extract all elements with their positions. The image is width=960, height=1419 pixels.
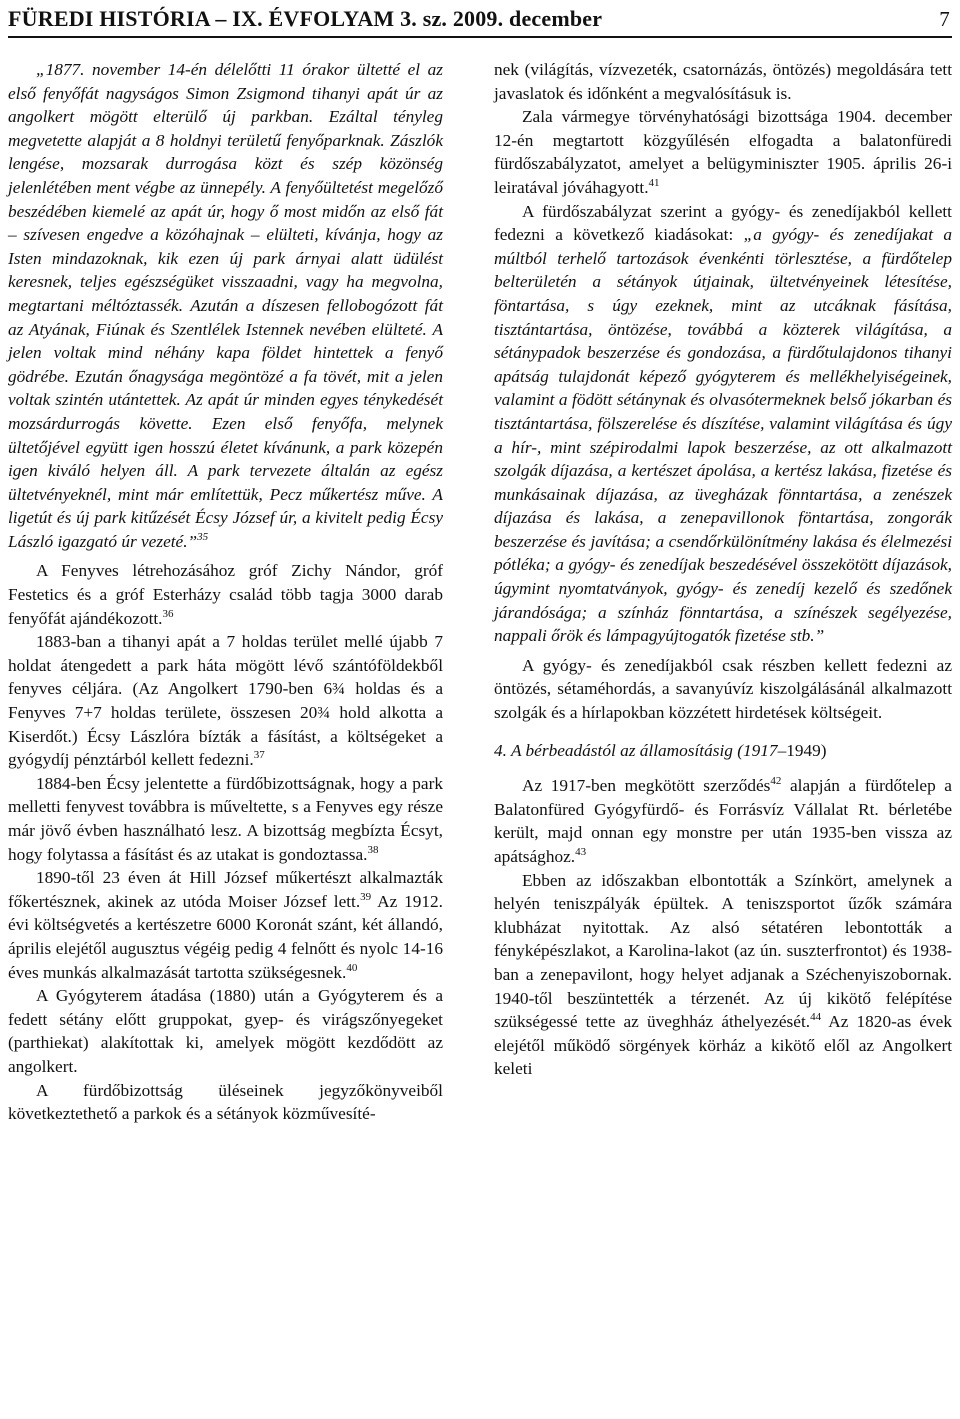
left-column <box>8 58 443 1126</box>
paragraph-text: Az 1820-as évek elejétől működő sörgények körház a kikötő elől az Angolkert keleti <box>494 1012 952 1079</box>
paragraph-text: A gyógy- és zenedíjakból csak részben kellett fedezni az öntözés, sétaméhordás, a savanyúvíz kiszolgálásánál alkalmazott szolgák és a hírlapokban közzétett hirdetések költségeit. <box>494 655 952 723</box>
section-heading: 4. A bérbeadástól az államosításig (1917–1949) <box>494 740 827 760</box>
footnote-ref: 39 <box>360 890 372 903</box>
paragraph-text: Zala vármegye törvényhatósági bizottsága 1904. december 12-én megtartott közgyűlésén elfogadta a balatonfüredi fürdőszabályzatot, amelyet a belügyminiszter 1905. április 26-i leiratával jóváhagyott. <box>494 107 952 197</box>
paragraph <box>494 654 952 725</box>
paragraph-text: alapján a fürdőtelep a Balatonfüred Gyógyfürdő- és Forrásvíz Vállalat Rt. bérletébe került, majd onnan egy monstre per után 1935-ben vissza az apátsághoz. <box>494 776 952 866</box>
paragraph-text: A fürdőbizottság üléseinek jegyzőkönyveiből következtethető a parkok és a sétányok közművesíté- <box>8 1080 443 1124</box>
paragraph-text: Ebben az időszakban elbontották a Színkört, amelynek a helyén teniszpályák épültek. A teniszsportot űzők számára klubházat nyitottak. Az alsó sétatéren lebontották a fényképészlakot, a Karolina-lakot (az ún. suszterfrontot) és 1938-ban a zenepavilont, hogy helyet adjanak a Széchenyiszobornak. 1940-től beszüntették a térzenét. Az új kikötő felépítése szükségessé tette az üveghház áthelyezését. <box>494 870 952 1032</box>
footnote-ref: 37 <box>253 749 265 762</box>
paragraph-text: 1883-ban a tihanyi apát a 7 holdas terület mellé újabb 7 holdat átengedett a park háta mögött lévő szántóföldekből fenyves céljára. (Az Angolkert 1790-ben 6¾ holdas és a Fenyves 7+7 holdas területe, összesen 20¾ hold alkotta a Kiserdőt.) Écsy Lászlóra bízták a fásítást, a költségeket a gyógydíj pénztárból kellett fedezni. <box>8 632 443 770</box>
paragraph <box>494 105 952 199</box>
footnote-ref: 40 <box>346 961 358 974</box>
paragraph-text: 1890-től 23 éven át Hill József műkertészt alkalmazták főkertésznek, akinek az utóda Moiser József lett. <box>8 868 443 911</box>
paragraph <box>494 869 952 1081</box>
paragraph-text: A Gyógyterem átadása (1880) után a Gyógyterem és a fedett sétány előtt gruppokat, gyep- és virágszőnyegeket (parthiekat) alakítottak ki, amelyek mögött kezdődött az angolkert. <box>8 986 443 1076</box>
footnote-ref: 41 <box>648 176 660 189</box>
footnote-ref: 43 <box>575 846 587 858</box>
quote-paragraph <box>8 58 443 553</box>
paragraph <box>8 984 443 1078</box>
quote-text: „a gyógy- és zenedíjakat a múltból terhelő tartozások évenkénti törlesztése, a fürdőtelep belterületén a sétányok útjainak, ültetvényeinek létesítése, föntartása, s úgy ezeknek, mint az utcáknak fásítása, tisztántartása, öntözése, továbbá a közterek világítása, a sétánypadok beszerzése és gondozása, a fürdőtulajdonos tihanyi apátság tulajdonát képező gyógyterem és mellékhelyiségeinek, valamint a födött sétánynak és olvasótermeknek belső jókarban és tisztántartása, fölszerelése és díszítése, valamint világítása és úgy a hír-, mint szépirodalmi lapok beszerzése, az ott alkalmazott szolgák díjazása, a kertészet ápolása, a kertész lakása, fizetése és munkásainak díjazása, az üvegházak fönntartása, a zenészek díjazása és lakása, a zenepavillonok föntartása, zongorák beszerzése és javítása; a csendőrkülönítmény lakása és élelmezési pótléka; a gyógy- és zenedíjak beszedésével összekötött díjazások, úgymint nyomtatványok, gyógy- és zenedíj kezelő és szedőnek járandósága; a színház fönntartása, a színészek segélyezése, nappali őrök és lámpagyújtogatók fizetése stb.” <box>494 225 952 646</box>
paragraph-text: A Fenyves létrehozásához gróf Zichy Nándor, gróf Festetics és a gróf Esterházy család több tagja 3000 darab fenyőfát ajándékozott. <box>8 561 443 628</box>
page-number: 7 <box>939 6 950 31</box>
paragraph-text: A fürdőszabályzat szerint a gyógy- és zenedíjakból kellett fedezni a következő kiadásokat: <box>494 201 952 245</box>
paragraph <box>494 774 952 868</box>
footnote-ref: 42 <box>770 775 782 788</box>
paragraph <box>8 866 443 984</box>
journal-title: FÜREDI HISTÓRIA – IX. ÉVFOLYAM 3. sz. 2009. december <box>8 6 603 31</box>
paragraph <box>8 772 443 866</box>
paragraph <box>8 559 443 630</box>
paragraph-text: 1884-ben Écsy jelentette a fürdőbizottságnak, hogy a park melletti fenyvest továbbra is műveltette, s a Fenyves egy része már jövő évben használható lesz. A bizottság megbízta Écsyt, hogy folytassa a fásítást és az utakat is gondoztassa. <box>8 773 443 864</box>
paragraph <box>8 630 443 772</box>
paragraph-text: nek (világítás, vízvezeték, csatornázás, öntözés) megoldására tett javaslatok és időnként a megvalósításuk is. <box>494 60 952 103</box>
footnote-ref: 35 <box>197 530 209 543</box>
quote-text: „1877. november 14-én délelőtti 11 órakor ültetté el az első fenyőfát nagyságos Simon Zsigmond tihanyi apát úr az angolkert mögött elterülő új parkban. Ezáltal tényleg megvetette alapját a 8 holdnyi területű fenyőparknak. Zászlók lengése, mozsarak durrogása közt és szép közönség jelenlétében ment végbe az ünnepély. A fenyőültetést megelőző beszédében kiemelé az apát úr, hogy ő most midőn az első fát – szívesen engedve a közóhajnak – elülteti, kívánja, hogy az Isten mindazoknak, kik ezen új park árnyai alatt üdülést keresnek, teljes egészségüket visszaadni, vagy ha megvolna, megtartani méltóztassék. Azután a díszesen fellobogózott fát az Atyának, Fiúnak és Szentlélek Istennek nevében elülteté. A jelen voltak mind néhány kapa földet hintettek a fenyő gödrébe. Ezután őnagysága megöntözé a fa tövét, mit a jelen voltak szintén utántettek. Az apát úr minden egyes ténykedését mozsárdurrogás követte. Ezen első fenyőfa, melynek ültetőjével együtt igen hosszú életet kívánunk, a park közepén igen kiváló helyen áll. A park tervezete általán az egész ültetvényeknél, mint már említettük, Pecz műkertész műve. A ligetút és új park kitűzését Écsy József úr, a kivitelt pedig Écsy László igazgató úr vezeté.” <box>8 60 443 551</box>
paragraph <box>494 200 952 648</box>
footnote-ref: 44 <box>810 1011 822 1024</box>
footnote-ref: 38 <box>367 843 379 856</box>
paragraph-text: Az 1917-ben megkötött szerződés <box>522 776 771 796</box>
paragraph-text: Az 1912. évi költségvetés a kertészetre 6000 Koronát szánt, két állandó, április elejétől augusztus végéig pedig 4 felnőtt és nyolc 14-16 éves munkás alkalmazását tartotta szükségesnek. <box>8 891 443 982</box>
right-column <box>494 58 952 1081</box>
running-header <box>8 2 952 38</box>
paragraph <box>494 58 952 105</box>
footnote-ref: 36 <box>162 607 174 620</box>
paragraph <box>8 1079 443 1126</box>
